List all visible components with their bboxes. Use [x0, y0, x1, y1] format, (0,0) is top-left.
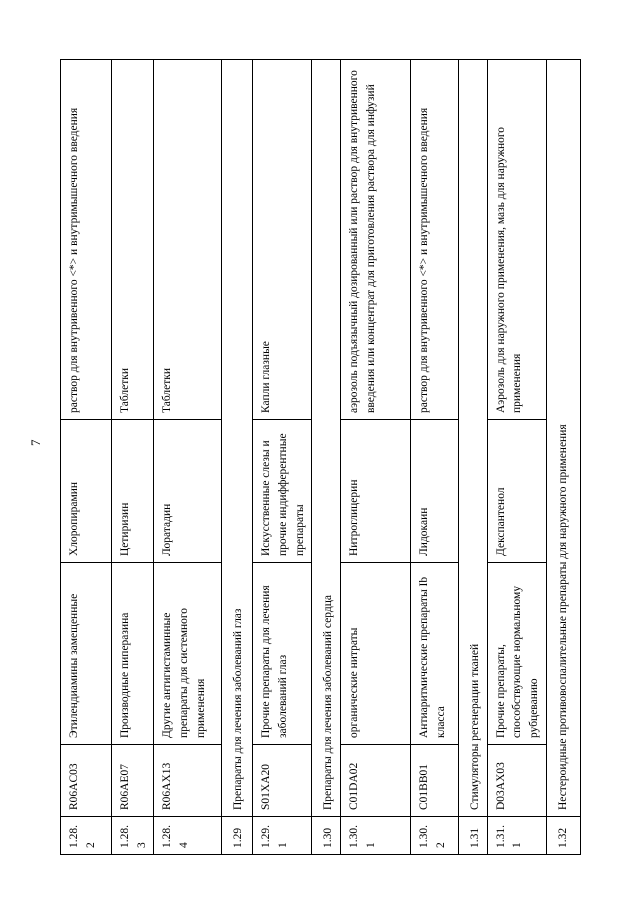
section-title: Нестероидные противовоспалительные препараты для наружного применения — [546, 60, 580, 817]
drug-name: Нитроглицерин — [341, 420, 411, 563]
section-number: 1.32 — [546, 817, 580, 855]
drug-name: Лоратадин — [154, 420, 222, 563]
drug-group: Прочие препараты, способствующие нормальному рубцеванию — [487, 563, 546, 745]
dosage-form: раствор для внутривенного <*> и внутримышечного введения — [61, 60, 112, 420]
table-row — [112, 60, 154, 855]
drug-table — [60, 59, 581, 855]
drug-name: Хлоропирамин — [61, 420, 112, 563]
row-number: 1.28.2 — [61, 817, 112, 855]
drug-name: Искусственные слезы и прочие индифферентные препараты — [253, 420, 312, 563]
row-number: 1.28.4 — [154, 817, 222, 855]
row-number: 1.31.1 — [487, 817, 546, 855]
drug-name: Декспантенол — [487, 420, 546, 563]
drug-group: Другие антигистаминные препараты для системного применения — [154, 563, 222, 745]
section-number: 1.31 — [459, 817, 488, 855]
drug-group: Этилендиамины замещенные — [61, 563, 112, 745]
section-number: 1.29 — [222, 817, 253, 855]
atc-code: D03AX03 — [487, 745, 546, 817]
table-row — [154, 60, 222, 855]
section-title: Препараты для лечения заболеваний сердца — [312, 60, 341, 817]
row-number: 1.30.2 — [411, 817, 459, 855]
atc-code: C01BB01 — [411, 745, 459, 817]
document-sheet — [60, 60, 569, 855]
atc-code: R06AE07 — [112, 745, 154, 817]
dosage-form: Капли глазные — [253, 60, 312, 420]
table-row — [341, 60, 411, 855]
section-number: 1.30 — [312, 817, 341, 855]
row-number: 1.28.3 — [112, 817, 154, 855]
section-row — [546, 60, 580, 855]
row-number: 1.30.1 — [341, 817, 411, 855]
drug-group: органические нитраты — [341, 563, 411, 745]
section-title: Препараты для лечения заболеваний глаз — [222, 60, 253, 817]
row-number: 1.29.1 — [253, 817, 312, 855]
page-number: 7 — [28, 439, 43, 446]
dosage-form: Аэрозоль для наружного применения, мазь для наружного применения — [487, 60, 546, 420]
drug-group: Производные пиперазина — [112, 563, 154, 745]
atc-code: C01DA02 — [341, 745, 411, 817]
section-row — [312, 60, 341, 855]
rotated-table-container — [60, 60, 569, 855]
section-title: Стимуляторы регенерации тканей — [459, 60, 488, 817]
table-row — [487, 60, 546, 855]
drug-name: Лидокаин — [411, 420, 459, 563]
section-row — [459, 60, 488, 855]
dosage-form: аэрозоль подъязычный дозированный или раствор для внутривенного введения или концентрат для приготовления раствора для инфузий — [341, 60, 411, 420]
drug-name: Цетиризин — [112, 420, 154, 563]
table-row — [411, 60, 459, 855]
drug-group: Антиаритмические препараты Ib класса — [411, 563, 459, 745]
table-row — [61, 60, 112, 855]
atc-code: S01XA20 — [253, 745, 312, 817]
atc-code: R06AX13 — [154, 745, 222, 817]
atc-code: R06AC03 — [61, 745, 112, 817]
table-row — [253, 60, 312, 855]
dosage-form: Таблетки — [112, 60, 154, 420]
section-row — [222, 60, 253, 855]
dosage-form: Таблетки — [154, 60, 222, 420]
dosage-form: раствор для внутривенного <*> и внутримышечного введения — [411, 60, 459, 420]
drug-group: Прочие препараты для лечения заболеваний глаз — [253, 563, 312, 745]
